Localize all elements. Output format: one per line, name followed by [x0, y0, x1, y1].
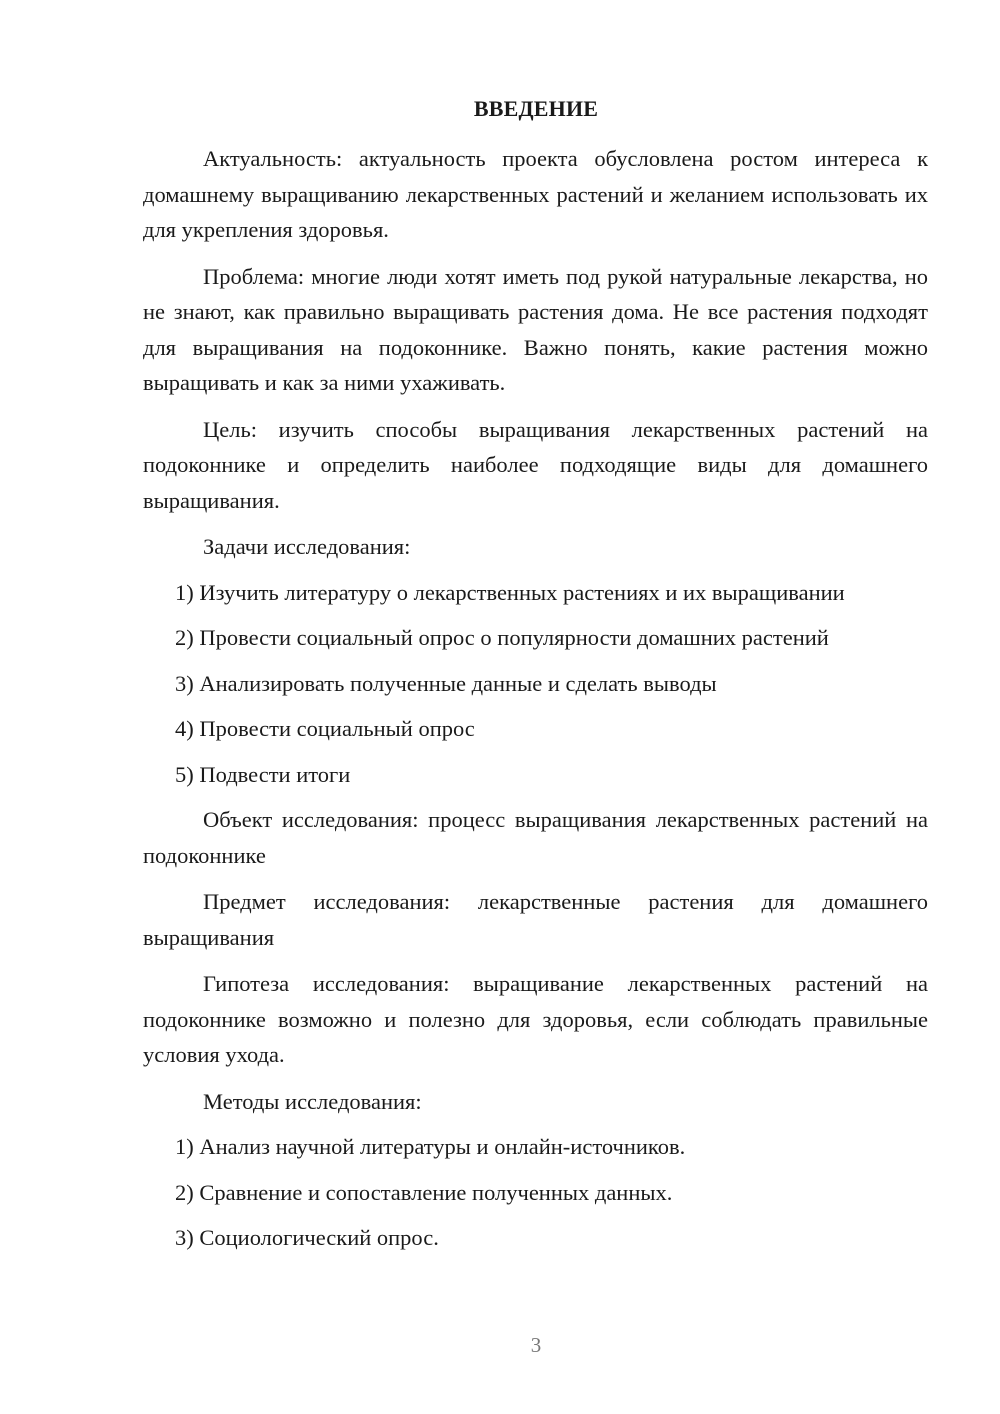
object-paragraph: Объект исследования: процесс выращивания лекарственных растений на подоконнике [143, 807, 928, 868]
methods-heading: Методы исследования: [203, 1088, 422, 1114]
tasks-list [143, 575, 928, 793]
list-item: 5) Подвести итоги [175, 761, 351, 787]
list-item: 4) Провести социальный опрос [175, 716, 475, 741]
goal-paragraph: Цель: изучить способы выращивания лекарственных растений на подоконнике и определить наиболее подходящие виды для домашнего выращивания. [143, 416, 928, 513]
page-number: 3 [530, 1333, 542, 1357]
relevance-paragraph: Актуальность: актуальность проекта обусловлена ростом интереса к домашнему выращиванию лекарственных растений и желанием использовать их для укрепления здоровья. [143, 146, 928, 242]
problem-paragraph: Проблема: многие люди хотят иметь под рукой натуральные лекарства, но не знают, как правильно выращивать растения дома. Не все растения подходят для выращивания на подоконнике. Важно понять, какие растения можно выращивать и как за ними ухаживать. [143, 263, 928, 395]
methods-list [143, 1129, 928, 1256]
list-item: 2) Провести социальный опрос о популярности домашних растений [175, 625, 829, 650]
hypothesis-paragraph: Гипотеза исследования: выращивание лекарственных растений на подоконнике возможно и полезно для здоровья, если соблюдать правильные условия ухода. [143, 971, 928, 1067]
list-item: 3) Анализировать полученные данные и сделать выводы [175, 670, 717, 696]
list-item: 3) Социологический опрос. [175, 1225, 439, 1250]
subject-paragraph: Предмет исследования: лекарственные растения для домашнего выращивания [143, 889, 928, 950]
page-title: ВВЕДЕНИЕ [473, 96, 599, 121]
list-item: 2) Сравнение и сопоставление полученных данных. [175, 1179, 673, 1205]
list-item: 1) Изучить литературу о лекарственных растениях и их выращивании [175, 579, 845, 605]
document-body [143, 141, 928, 1266]
tasks-heading: Задачи исследования: [203, 534, 411, 559]
list-item: 1) Анализ научной литературы и онлайн-источников. [175, 1134, 686, 1159]
